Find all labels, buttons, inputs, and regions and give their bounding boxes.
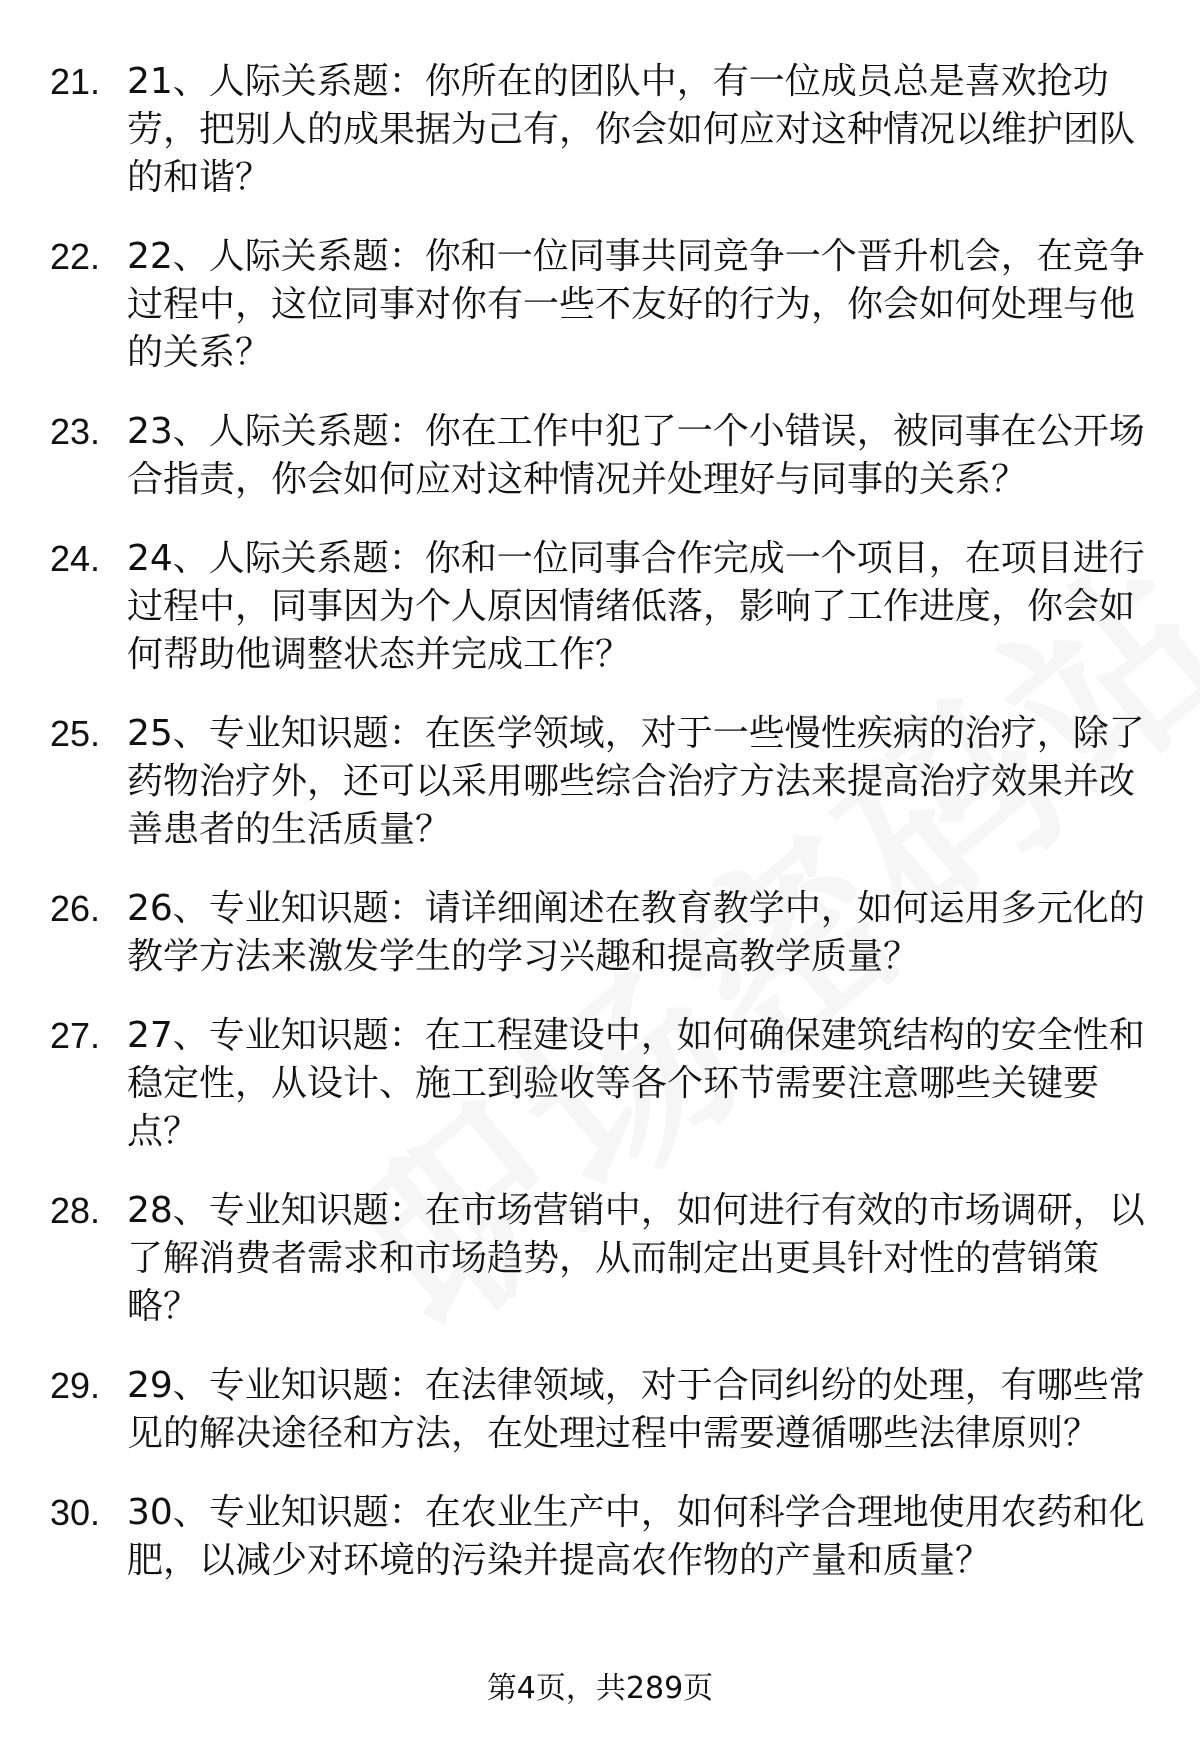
question-number: 25. [50,713,101,754]
question-number: 30. [50,1492,101,1533]
question-item [0,710,1200,854]
question-text: 30、专业知识题：在农业生产中，如何科学合理地使用农药和化肥，以减少对环境的污染并提高农作物的产量和质量？ [127,1492,1145,1581]
question-item [0,535,1200,679]
question-list [0,58,1200,1616]
question-number: 21. [50,61,101,102]
question-item [0,408,1200,504]
question-text: 29、专业知识题：在法律领域，对于合同纠纷的处理，有哪些常见的解决途径和方法，在处理过程中需要遵循哪些法律原则？ [127,1365,1145,1454]
question-text: 24、人际关系题：你和一位同事合作完成一个项目，在项目进行过程中，同事因为个人原因情绪低落，影响了工作进度，你会如何帮助他调整状态并完成工作？ [127,538,1145,675]
question-number: 28. [50,1190,101,1231]
question-number: 24. [50,538,101,579]
question-item [0,1187,1200,1331]
question-item [0,885,1200,981]
question-text: 23、人际关系题：你在工作中犯了一个小错误，被同事在公开场合指责，你会如何应对这种情况并处理好与同事的关系？ [127,411,1145,500]
question-text: 26、专业知识题：请详细阐述在教育教学中，如何运用多元化的教学方法来激发学生的学习兴趣和提高教学质量？ [127,888,1145,977]
page-number-label: 第4页，共289页 [486,1671,714,1706]
question-item [0,58,1200,202]
question-number: 22. [50,236,101,277]
question-text: 25、专业知识题：在医学领域，对于一些慢性疾病的治疗，除了药物治疗外，还可以采用哪些综合治疗方法来提高治疗效果并改善患者的生活质量？ [127,713,1145,850]
page-footer [0,1669,1200,1709]
question-number: 26. [50,888,101,929]
question-item [0,1489,1200,1585]
question-item [0,233,1200,377]
question-text: 21、人际关系题：你所在的团队中，有一位成员总是喜欢抢功劳，把别人的成果据为己有，你会如何应对这种情况以维护团队的和谐？ [127,61,1136,198]
question-text: 28、专业知识题：在市场营销中，如何进行有效的市场调研，以了解消费者需求和市场趋势，从而制定出更具针对性的营销策略？ [127,1190,1145,1327]
question-number: 29. [50,1365,101,1406]
question-item [0,1012,1200,1156]
question-number: 23. [50,411,101,452]
question-text: 22、人际关系题：你和一位同事共同竞争一个晋升机会，在竞争过程中，这位同事对你有一些不友好的行为，你会如何处理与他的关系？ [127,236,1145,373]
question-text: 27、专业知识题：在工程建设中，如何确保建筑结构的安全性和稳定性，从设计、施工到验收等各个环节需要注意哪些关键要点？ [127,1015,1145,1152]
question-number: 27. [50,1015,101,1056]
question-item [0,1362,1200,1458]
